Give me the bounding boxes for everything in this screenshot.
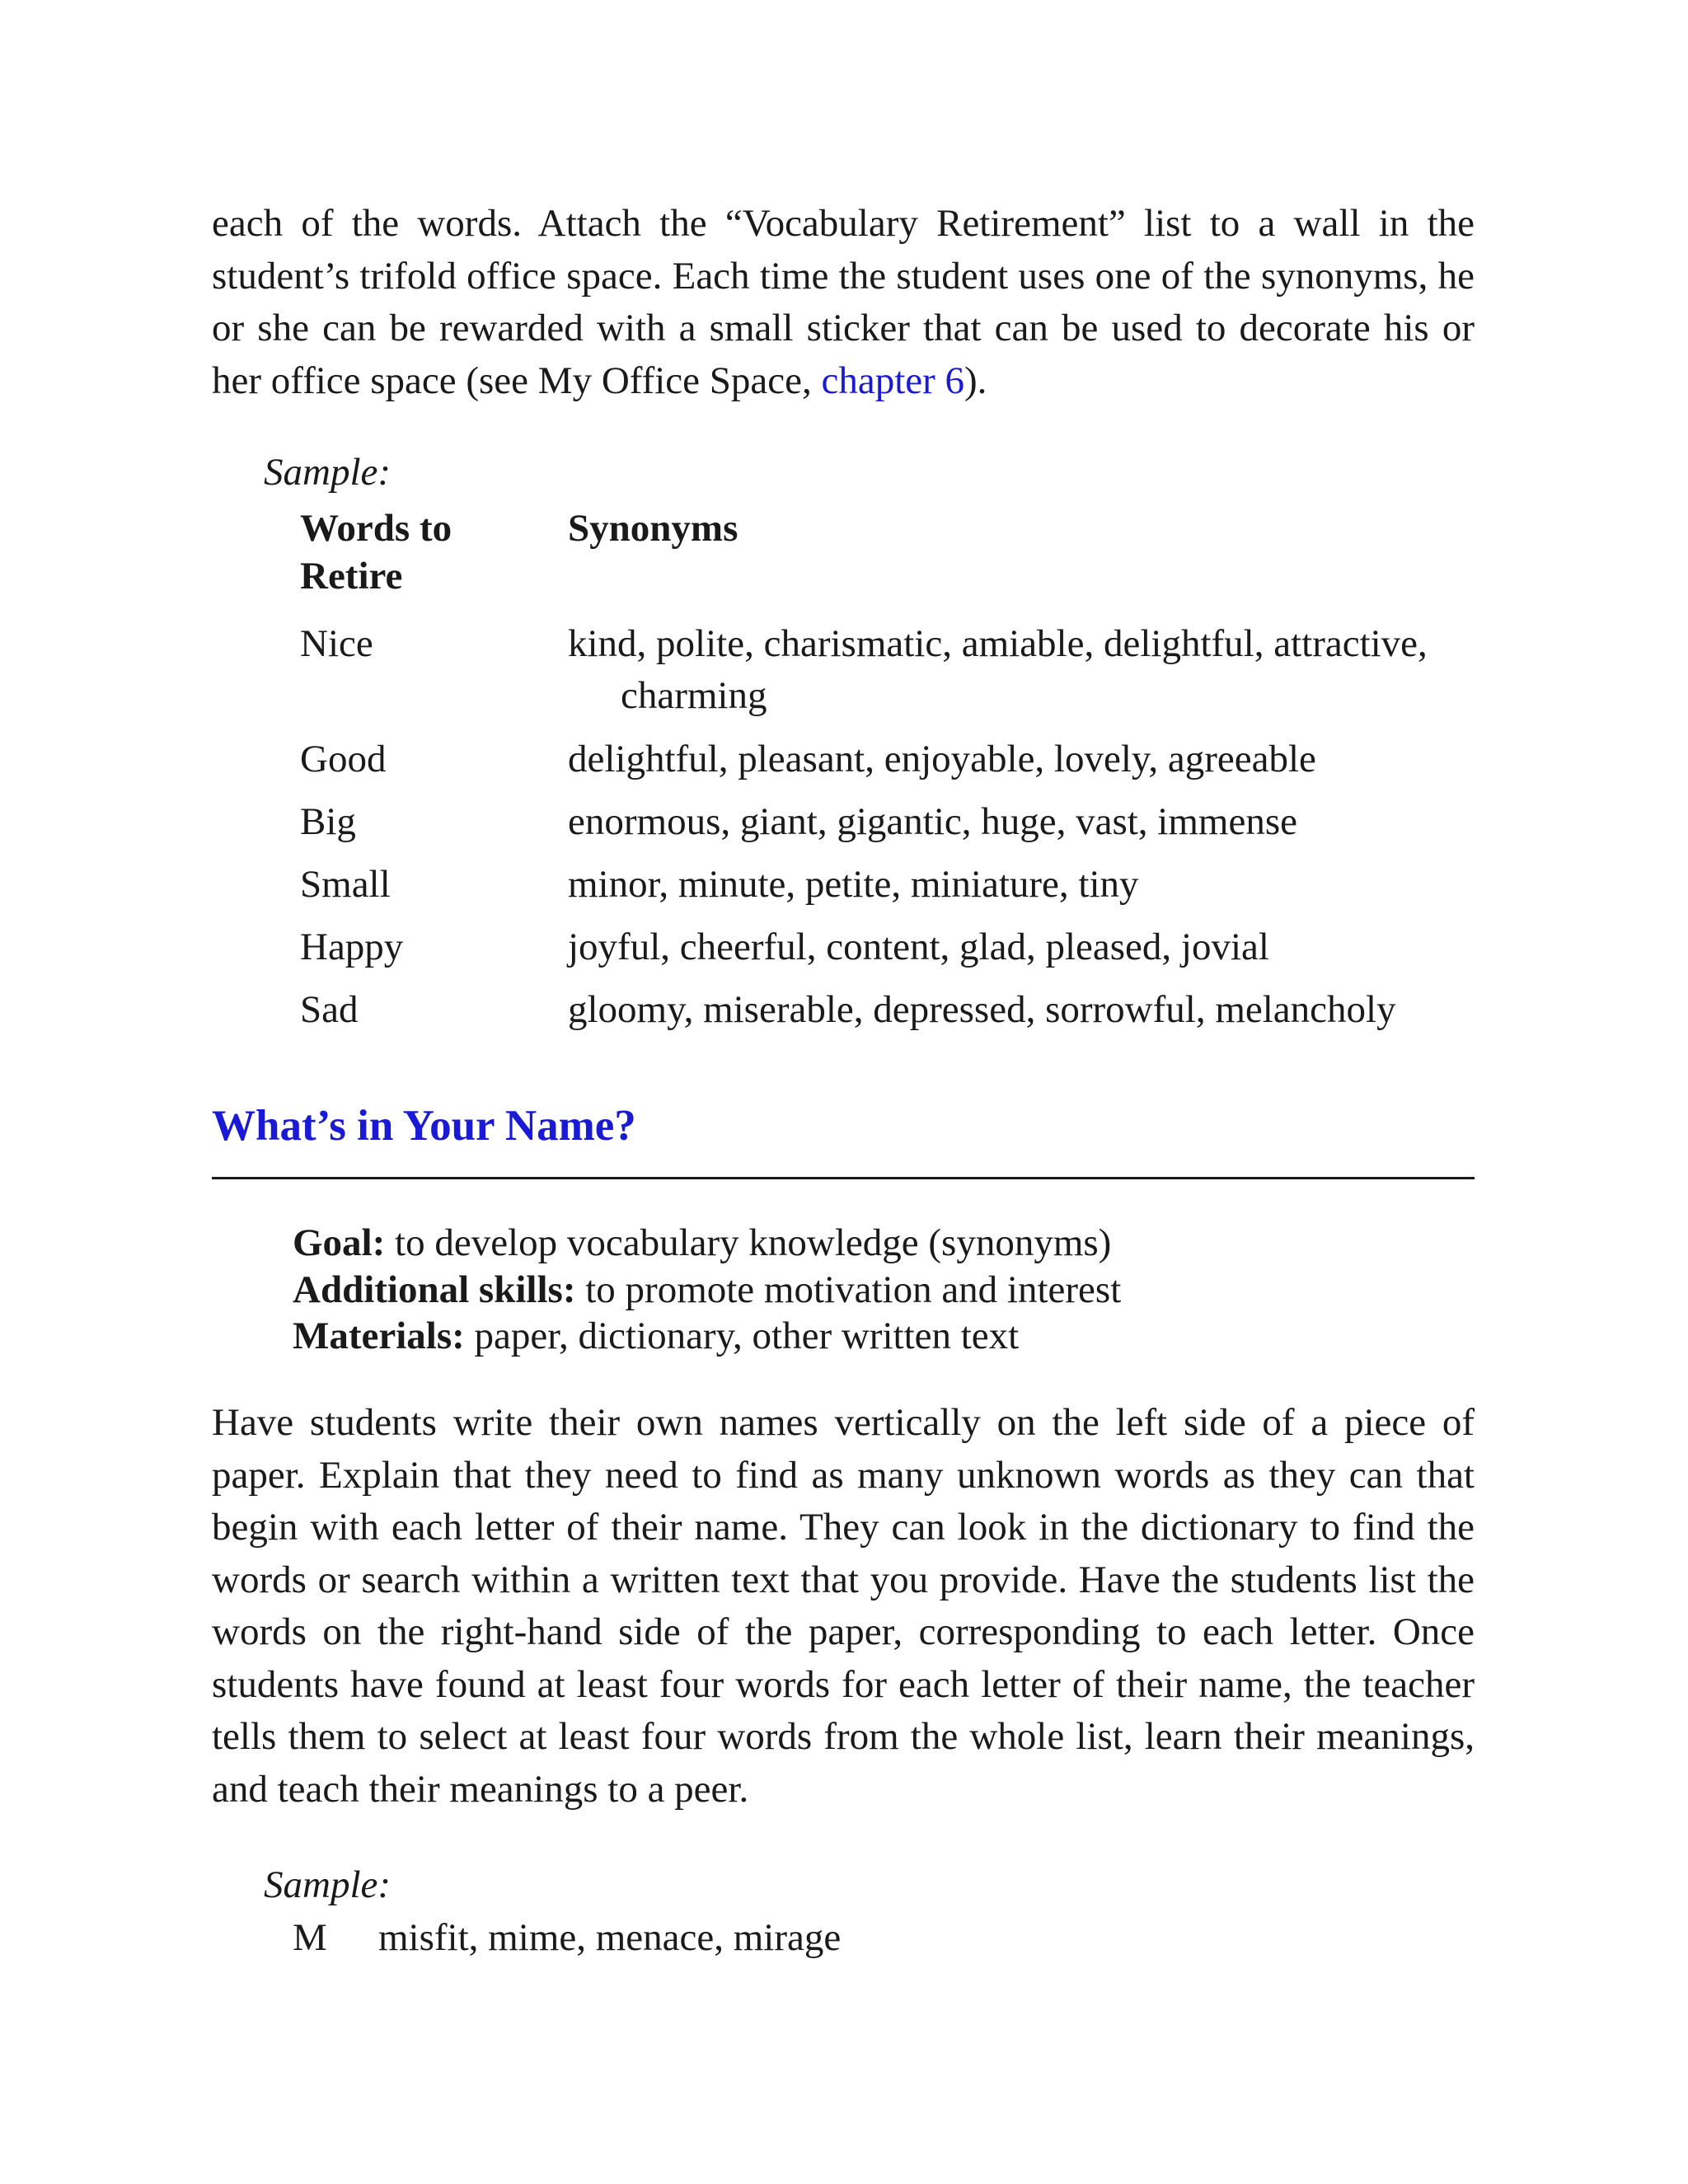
goal-label: Goal: (293, 1221, 386, 1264)
header-synonyms: Synonyms (568, 507, 738, 550)
intro-paragraph (212, 198, 1475, 407)
skills-text: to promote motivation and interest (585, 1268, 1122, 1311)
retired-word: Nice (300, 622, 373, 665)
synonym-list: delightful, pleasant, enjoyable, lovely, agreeable (568, 738, 1316, 780)
synonym-list: kind, polite, charismatic, amiable, delightful, attractive, charming (568, 622, 1428, 717)
name-sample-row (293, 1912, 841, 1964)
table-header-row (300, 504, 1487, 618)
synonym-list: enormous, giant, gigantic, huge, vast, immense (568, 800, 1297, 843)
skills-line (293, 1267, 1121, 1314)
synonym-list: gloomy, miserable, depressed, sorrowful, melancholy (568, 988, 1396, 1031)
materials-label: Materials: (293, 1315, 465, 1357)
activity-instructions: Have students write their own names vertically on the left side of a piece of paper. Explain that they need to find as many unknown words as they can that begin with each letter of their name. They can look in the dictionary to find the words or search within a written text that you provide. Have the students list the words on the right-hand side of the paper, corresponding to each letter. Once students have found at least four words for each letter of their name, the teacher tells them to select at least four words from the whole list, learn their meanings, and teach their meanings to a peer. (212, 1401, 1475, 1811)
sample-words: misfit, mime, menace, mirage (378, 1916, 842, 1959)
retired-word: Sad (300, 988, 359, 1031)
retired-word: Good (300, 738, 387, 780)
materials-line (293, 1313, 1121, 1360)
goal-line (293, 1220, 1121, 1267)
table-row (300, 984, 1487, 1047)
section-heading: What’s in Your Name? (212, 1102, 636, 1150)
retired-word: Big (300, 800, 356, 843)
table-row (300, 859, 1487, 921)
table-row (300, 796, 1487, 859)
synonym-list: minor, minute, petite, miniature, tiny (568, 863, 1139, 906)
sample-letter: M (293, 1916, 327, 1959)
retired-word: Small (300, 863, 391, 906)
section-divider (212, 1177, 1475, 1179)
intro-text: each of the words. Attach the “Vocabulary Retirement” list to a wall in the student’s trifold office space. Each time the student uses one of the synonyms, he or she can be rewarded with a small sticker that can be used to decorate his or her office space (see My Office Space, (212, 202, 1475, 402)
sample-label: Sample: (264, 451, 392, 494)
goal-text: to develop vocabulary knowledge (synonyms) (395, 1221, 1112, 1264)
table-row (300, 618, 1487, 733)
chapter-6-link[interactable]: chapter 6 (821, 359, 965, 402)
intro-text-end: ). (964, 359, 987, 402)
table-row (300, 733, 1487, 796)
skills-label: Additional skills: (293, 1268, 576, 1311)
header-words-to-retire: Words to Retire (300, 507, 452, 598)
retire-words-table (300, 504, 1487, 1047)
sample-label: Sample: (264, 1863, 392, 1906)
table-row (300, 921, 1487, 984)
activity-metadata (293, 1220, 1121, 1360)
materials-text: paper, dictionary, other written text (474, 1315, 1020, 1357)
retired-word: Happy (300, 926, 404, 968)
synonym-list: joyful, cheerful, content, glad, pleased, jovial (568, 926, 1269, 968)
